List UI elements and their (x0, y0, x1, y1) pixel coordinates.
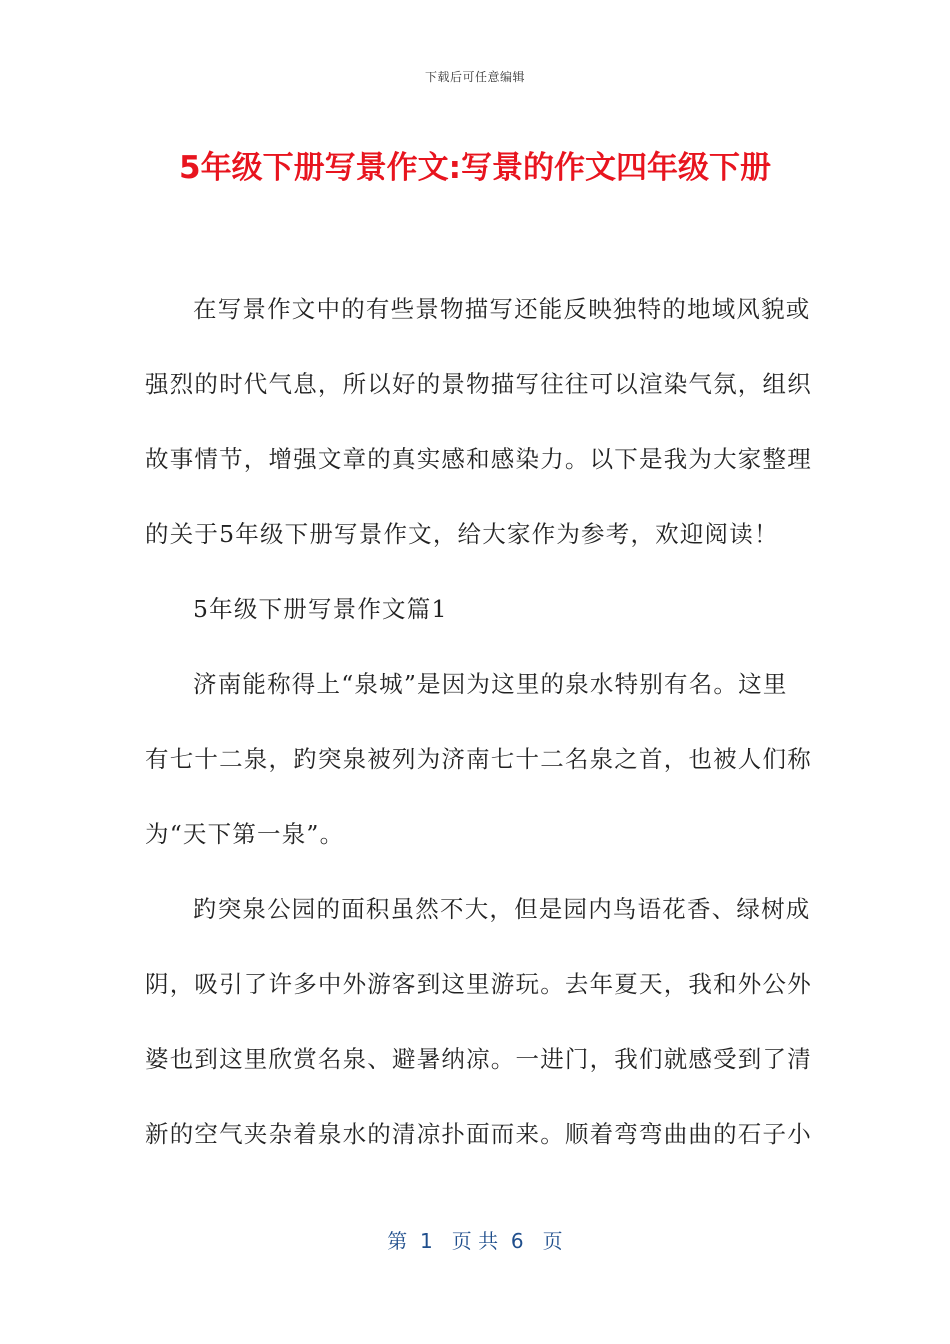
text-line: 新的空气夹杂着泉水的清凉扑面而来。顺着弯弯曲曲的石子小 (145, 1120, 812, 1148)
body-text (145, 272, 812, 1172)
text-line: 在写景作文中的有些景物描写还能反映独特的地域风貌或 (193, 295, 811, 323)
page-footer: 第 1 页 共 6 页 (387, 1229, 563, 1253)
text-line: 济南能称得上“泉城”是因为这里的泉水特别有名。这里 (193, 670, 788, 698)
text-line: 故事情节，增强文章的真实感和感染力。以下是我为大家整理 (145, 445, 812, 473)
text-line: 为“天下第一泉”。 (145, 820, 345, 848)
text-line: 有七十二泉，趵突泉被列为济南七十二名泉之首，也被人们称 (145, 745, 812, 773)
text-line: 的关于5年级下册写景作文，给大家作为参考，欢迎阅读！ (145, 520, 779, 548)
text-line: 强烈的时代气息，所以好的景物描写往往可以渲染气氛，组织 (145, 370, 812, 398)
header-note: 下载后可任意编辑 (424, 70, 525, 84)
text-line: 阴，吸引了许多中外游客到这里游玩。去年夏天，我和外公外 (145, 970, 812, 998)
text-line: 趵突泉公园的面积虽然不大，但是园内鸟语花香、绿树成 (193, 895, 811, 923)
text-line: 婆也到这里欣赏名泉、避暑纳凉。一进门，我们就感受到了清 (145, 1045, 812, 1073)
document-title: 5年级下册写景作文:写景的作文四年级下册 (179, 150, 771, 186)
section-heading: 5年级下册写景作文篇1 (193, 595, 448, 623)
